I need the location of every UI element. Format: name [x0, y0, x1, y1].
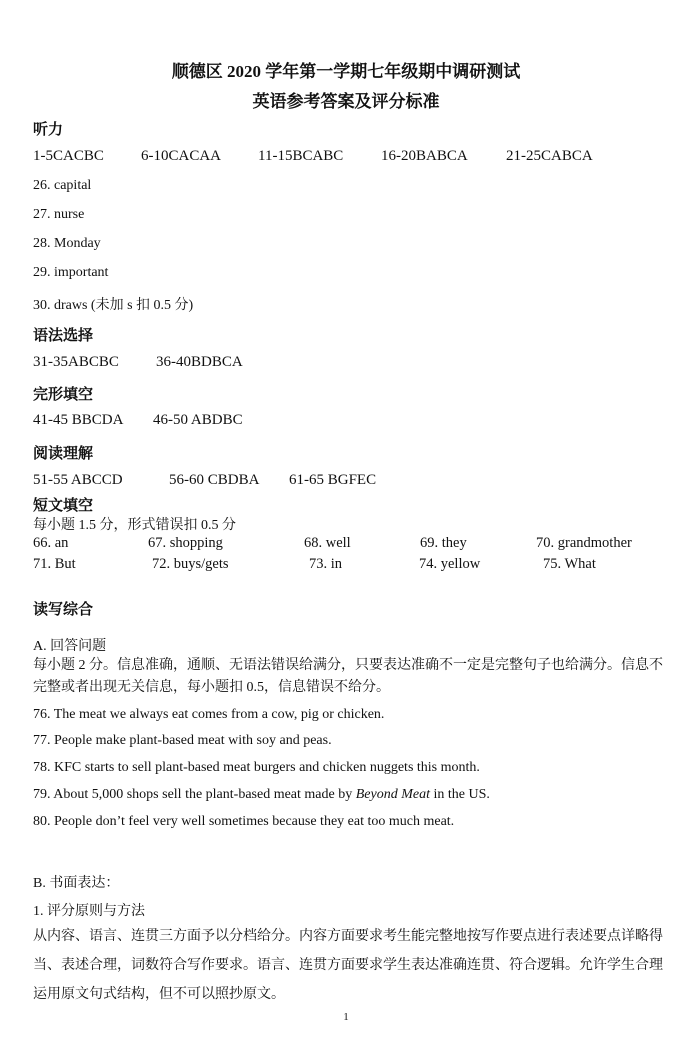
blank-answer: 75. What: [543, 556, 596, 572]
answer-79-post: in the US.: [429, 787, 490, 802]
answer-77: 77. People make plant-based meat with soy and peas.: [33, 733, 332, 748]
listening-group: 1-5CACBC: [33, 148, 104, 164]
part-a-rule: 每小题 2 分。信息准确，通顺、无语法错误给满分，只要表达准确不一定是完整句子也给满分。信息不完整或者出现无关信息，每小题扣 0.5，信息错误不给分。: [33, 658, 663, 695]
blank-answer: 70. grandmother: [536, 535, 632, 551]
blank-answer: 68. well: [304, 535, 351, 551]
blank-answer: 66. an: [33, 535, 69, 551]
listening-group: 11-15BCABC: [258, 148, 344, 164]
integrated-heading: 读写综合: [33, 602, 94, 618]
part-b-subtitle: 1. 评分原则与方法: [33, 904, 145, 919]
blank-answer: 71. But: [33, 556, 76, 572]
answer-76: 76. The meat we always eat comes from a cow, pig or chicken.: [33, 707, 385, 722]
blank-answer: 72. buys/gets: [152, 556, 229, 572]
answer-80: 80. People don’t feel very well sometimes because they eat too much meat.: [33, 814, 455, 829]
answer-78: 78. KFC starts to sell plant-based meat burgers and chicken nuggets this month.: [33, 760, 480, 775]
part-b-text: 从内容、语言、连贯三方面予以分档给分。内容方面要求考生能完整地按写作要点进行表述要点详略得当、表述合理，词数符合写作要求。语言、连贯方面要求学生表达准确连贯、符合逻辑。允许学生合理运用原文句式结构，但不可以照抄原文。: [33, 929, 663, 1002]
listening-heading: 听力: [33, 122, 64, 138]
reading-group: 56-60 CBDBA: [169, 472, 260, 488]
cloze-group: 41-45 BBCDA: [33, 412, 124, 428]
listening-item: 30. draws (未加 s 扣 0.5 分): [33, 298, 194, 313]
short-blank-heading: 短文填空: [33, 498, 94, 514]
blank-answer: 69. they: [420, 535, 467, 551]
reading-group: 61-65 BGFEC: [289, 472, 377, 488]
blank-answer: 73. in: [309, 556, 343, 572]
reading-heading: 阅读理解: [33, 446, 94, 462]
listening-item: 29. important: [33, 265, 109, 280]
answer-79-italic: Beyond Meat: [355, 787, 430, 802]
grammar-group: 31-35ABCBC: [33, 354, 119, 370]
listening-group: 21-25CABCA: [506, 148, 593, 164]
cloze-group: 46-50 ABDBC: [153, 412, 243, 428]
grammar-group: 36-40BDBCA: [156, 354, 243, 370]
blank-answer: 74. yellow: [419, 556, 481, 572]
listening-group: 6-10CACAA: [141, 148, 222, 164]
short-blank-note: 每小题 1.5 分，形式错误扣 0.5 分: [33, 518, 236, 533]
title-line-1: 顺德区 2020 学年第一学期七年级期中调研测试: [171, 62, 521, 81]
page-number: 1: [343, 1011, 349, 1023]
answer-79-pre: 79. About 5,000 shops sell the plant-based meat made by: [33, 787, 356, 802]
reading-group: 51-55 ABCCD: [33, 472, 123, 488]
part-b-title: B. 书面表达：: [33, 876, 120, 891]
listening-item: 27. nurse: [33, 207, 85, 222]
listening-group: 16-20BABCA: [381, 148, 468, 164]
cloze-heading: 完形填空: [33, 387, 94, 403]
blank-answer: 67. shopping: [148, 535, 223, 551]
listening-item: 26. capital: [33, 178, 92, 193]
listening-item: 28. Monday: [33, 236, 101, 251]
answer-79: [33, 787, 490, 803]
grammar-heading: 语法选择: [33, 328, 94, 344]
part-a-title: A. 回答问题: [33, 639, 107, 654]
title-line-2: 英语参考答案及评分标准: [252, 92, 440, 111]
